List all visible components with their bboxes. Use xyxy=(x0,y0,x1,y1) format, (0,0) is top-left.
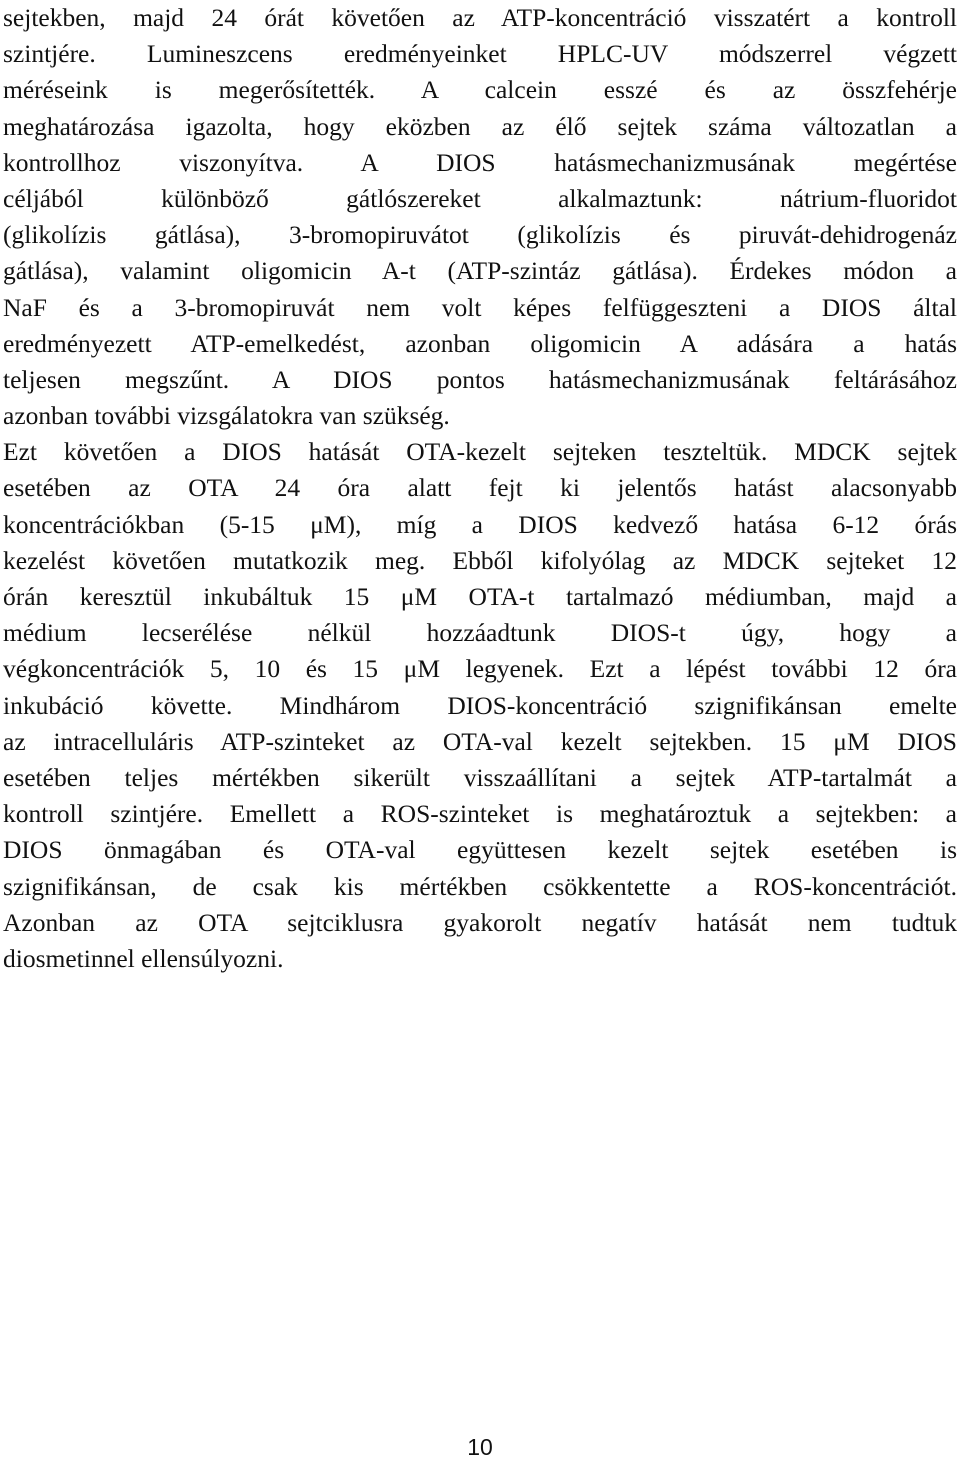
text-line: méréseink is megerősítették. A calcein esszé és az összfehérje xyxy=(3,75,957,105)
text-line: NaF és a 3-bromopiruvát nem volt képes felfüggeszteni a DIOS által xyxy=(3,292,957,322)
text-line: koncentrációkban (5-15 μM), míg a DIOS kedvező hatása 6-12 órás xyxy=(3,509,957,539)
text-line: esetében teljes mértékben sikerült visszaállítani a sejtek ATP-tartalmát a xyxy=(3,762,957,792)
text-line: Azonban az OTA sejtciklusra gyakorolt negatív hatását nem tudtuk xyxy=(3,907,957,937)
text-line: teljesen megszűnt. A DIOS pontos hatásmechanizmusának feltárásához xyxy=(3,364,957,394)
text-line: azonban további vizsgálatokra van szükség. xyxy=(3,401,450,431)
text-line: kontroll szintjére. Emellett a ROS-szinteket is meghatároztuk a sejtekben: a xyxy=(3,799,957,829)
text-line: inkubáció követte. Mindhárom DIOS-koncentráció szignifikánsan emelte xyxy=(3,690,957,720)
paragraph-1 xyxy=(3,0,957,434)
text-line: DIOS önmagában és OTA-val együttesen kezelt sejtek esetében is xyxy=(3,835,957,865)
text-line: órán keresztül inkubáltuk 15 μM OTA-t tartalmazó médiumban, majd a xyxy=(3,582,957,611)
text-line: az intracelluláris ATP-szinteket az OTA-val kezelt sejtekben. 15 μM DIOS xyxy=(3,726,957,756)
page-number: 10 xyxy=(467,1434,493,1460)
text-line: kezelést követően mutatkozik meg. Ebből kifolyólag az MDCK sejteket 12 xyxy=(3,545,957,575)
text-line: eredményezett ATP-emelkedést, azonban oligomicin A adására a hatás xyxy=(3,328,957,358)
text-line: Ezt követően a DIOS hatását OTA-kezelt sejteken teszteltük. MDCK sejtek xyxy=(3,437,957,467)
text-line: kontrollhoz viszonyítva. A DIOS hatásmechanizmusának megértése xyxy=(3,147,957,177)
text-line: (glikolízis gátlása), 3-bromopiruvátot (glikolízis és piruvát-dehidrogenáz xyxy=(3,220,957,250)
paragraph-2 xyxy=(3,434,957,977)
text-line: diosmetinnel ellensúlyozni. xyxy=(3,943,284,973)
text-line: végkoncentrációk 5, 10 és 15 μM legyenek. Ezt a lépést további 12 óra xyxy=(3,654,957,684)
text-line: gátlása), valamint oligomicin A-t (ATP-szintáz gátlása). Érdekes módon a xyxy=(3,256,957,286)
text-line: meghatározása igazolta, hogy eközben az élő sejtek száma változatlan a xyxy=(3,111,957,141)
text-line: szintjére. Lumineszcens eredményeinket HPLC-UV módszerrel végzett xyxy=(3,39,957,69)
document-page xyxy=(3,0,957,977)
text-line: céljából különböző gátlószereket alkalmaztunk: nátrium-fluoridot xyxy=(3,183,957,213)
text-line: médium lecserélése nélkül hozzáadtunk DIOS-t úgy, hogy a xyxy=(3,618,957,648)
text-line: sejtekben, majd 24 órát követően az ATP-koncentráció visszatért a kontroll xyxy=(3,3,957,32)
text-line: esetében az OTA 24 óra alatt fejt ki jelentős hatást alacsonyabb xyxy=(3,473,957,503)
text-line: szignifikánsan, de csak kis mértékben csökkentette a ROS-koncentrációt. xyxy=(3,871,957,901)
